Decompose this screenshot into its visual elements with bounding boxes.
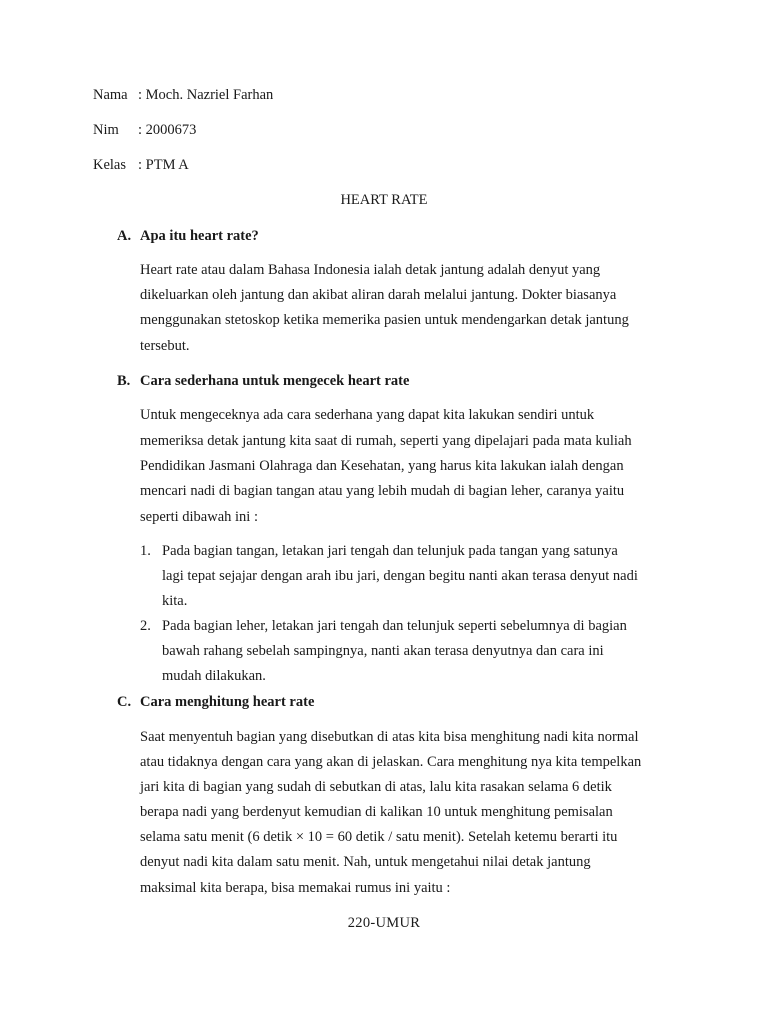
section-b-title: Cara sederhana untuk mengecek heart rate (140, 373, 410, 389)
list-item-line: bawah rahang sebelah sampingnya, nanti akan terasa denyutnya dan cara ini (162, 643, 604, 659)
name-value: : Moch. Nazriel Farhan (138, 87, 274, 103)
paragraph-line: mencari nadi di bagian tangan atau yang lebih mudah di bagian leher, caranya yaitu (140, 483, 625, 499)
paragraph-line: Pendidikan Jasmani Olahraga dan Kesehatan, yang harus kita lakukan ialah dengan (140, 458, 624, 474)
section-a-letter: A. (117, 228, 132, 244)
document-title: HEART RATE (340, 192, 428, 208)
section-a-title: Apa itu heart rate? (140, 228, 259, 244)
paragraph-line: Heart rate atau dalam Bahasa Indonesia ialah detak jantung adalah denyut yang (140, 262, 601, 278)
list-item-2-number: 2. (140, 618, 151, 634)
section-c-title: Cara menghitung heart rate (140, 694, 315, 710)
paragraph-line: dikeluarkan oleh jantung dan akibat aliran darah melalui jantung. Dokter biasanya (140, 287, 617, 303)
nim-value: : 2000673 (138, 122, 197, 138)
section-c-letter: C. (117, 694, 132, 710)
class-label: Kelas (93, 157, 127, 173)
paragraph-line: Untuk mengeceknya ada cara sederhana yang dapat kita lakukan sendiri untuk (140, 407, 595, 423)
section-b-letter: B. (117, 373, 131, 389)
formula: 220-UMUR (347, 915, 421, 931)
paragraph-line: Saat menyentuh bagian yang disebutkan di atas kita bisa menghitung nadi kita normal (140, 729, 639, 745)
paragraph-line: memeriksa detak jantung kita saat di rumah, seperti yang dipelajari pada mata kuliah (140, 433, 632, 449)
list-item-line: lagi tepat sejajar dengan arah ibu jari, dengan begitu nanti akan terasa denyut nadi (162, 568, 638, 584)
paragraph-line: atau tidaknya dengan cara yang akan di jelaskan. Cara menghitung nya kita tempelkan (140, 754, 642, 770)
list-item-line: Pada bagian leher, letakan jari tengah dan telunjuk seperti sebelumnya di bagian (162, 618, 627, 634)
list-item-line: Pada bagian tangan, letakan jari tengah dan telunjuk pada tangan yang satunya (162, 543, 618, 559)
nim-label: Nim (93, 122, 119, 138)
paragraph-line: menggunakan stetoskop ketika memerika pasien untuk mendengarkan detak jantung (140, 312, 629, 328)
class-value: : PTM A (138, 157, 189, 173)
name-label: Nama (93, 87, 128, 103)
paragraph-line: selama satu menit (6 detik × 10 = 60 detik / satu menit). Setelah ketemu berarti itu (140, 829, 618, 845)
paragraph-line: jari kita di bagian yang sudah di sebutkan di atas, lalu kita rasakan selama 6 detik (140, 779, 612, 795)
paragraph-line: denyut nadi kita dalam satu menit. Nah, untuk mengetahui nilai detak jantung (140, 854, 591, 870)
list-item-1-number: 1. (140, 543, 151, 559)
paragraph-line: tersebut. (140, 338, 190, 354)
paragraph-line: seperti dibawah ini : (140, 509, 258, 525)
paragraph-line: maksimal kita berapa, bisa memakai rumus ini yaitu : (140, 880, 451, 896)
list-item-line: kita. (162, 593, 188, 609)
paragraph-line: berapa nadi yang berdenyut kemudian di kalikan 10 untuk menghitung pemisalan (140, 804, 613, 820)
list-item-line: mudah dilakukan. (162, 668, 266, 684)
